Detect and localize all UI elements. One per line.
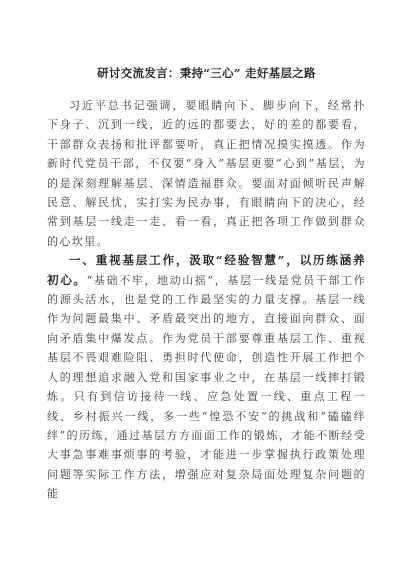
document-title: 研讨交流发言：秉持“三心” 走好基层之路 <box>97 66 316 80</box>
section-one-body: “基础不牢，地动山摇”，基层一线是党员干部工作的源头活水，也是党的工作最坚实的力量支撑。基层一线作为问题最集中、矛盾最突出的地方，直接面向群众、面向矛盾集中爆发点。作为党员干部要尊重基层工作、重视基层不畏艰难险阻、勇担时代使命，创造性开展工作把个人的理想追求融入党和国家事业之中，在基层一线摔打锻炼。只有到信访接待一线、应急处置一线、重点工程一线、乡村振兴一线，多一些“惶恐不安”的挑战和“磕磕绊绊”的历练，通过基层方方面面工作的锻炼，才能不断经受大事急事难事烦事的考验，才能进一步掌握执行政策处理问题等实际工作方法，增强应对复杂局面处理复杂问题的能 <box>47 273 366 501</box>
section-one-paragraph <box>47 251 366 503</box>
intro-paragraph: 习近平总书记强调，要眼睛向下、脚步向下，经常扑下身子、沉到一线，近的远的都要去，好的差的都要看，干部群众表扬和批评都要听，真正把情况摸实摸透。作为新时代党员干部，不仅要“身入”基层更要“心到”基层，为的是深刻理解基层、深情造福群众。要面对面倾听民声解民意、解民忧，实打实为民办事，有眼睛向下的决心，经常到基层一线走一走、看一看，真正把各项工作做到群众的心坎里。 <box>47 99 366 248</box>
section-one-heading: 一、重视基层工作，汲取“经验智慧”，以历练涵养初心。 <box>47 253 366 287</box>
